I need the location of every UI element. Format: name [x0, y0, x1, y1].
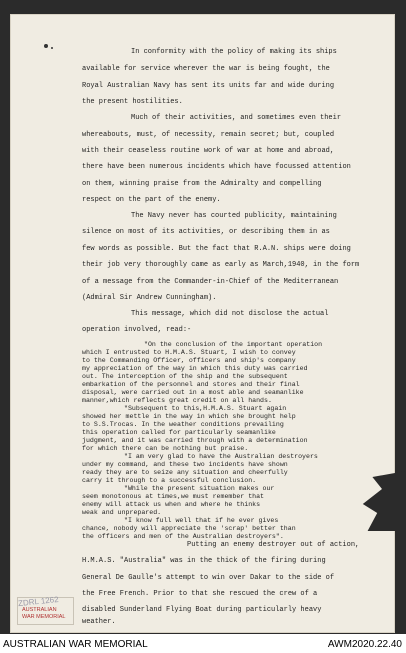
quote-line: manner,which reflects great credit on all hands. [82, 397, 272, 404]
text-line: weather. [82, 618, 116, 626]
quote-line: "While the present situation makes our [124, 485, 275, 492]
quote-line: to S.S.Trocas. In the weather conditions prevailing [82, 421, 284, 428]
stamp-text: AUSTRALIAN [22, 607, 57, 613]
text-line: of a message from the Commander-in-Chief of the Mediterranean [82, 278, 339, 286]
quote-line: the officers and men of the Australian destroyers". [82, 533, 284, 540]
quote-line: carry it through to a successful conclusion. [82, 477, 257, 484]
text-line: General De Gaulle's attempt to win over Dakar to the side of [82, 574, 335, 582]
text-line: Much of their activities, and sometimes even their [131, 114, 342, 122]
text-line: silence on most of its activities, or describing them in as [82, 228, 330, 236]
quote-line: under my command, and these two incidents have shown [82, 461, 288, 468]
quote-line: enemy will attack us when and where he thinks [82, 501, 261, 508]
text-line: In conformity with the policy of making its ships [131, 48, 337, 56]
stamp-text: WAR MEMORIAL [22, 614, 66, 620]
quote-line: judgment, and it was carried through with a determination [82, 437, 308, 444]
quote-line: embarkation of the personnel and stores and their final [82, 381, 300, 388]
text-line: operation involved, read:- [82, 326, 192, 334]
quote-line: weak and unprepared. [82, 509, 162, 516]
quote-line: "I know full well that if he ever gives [124, 517, 279, 524]
text-line: the Free French. Prior to that she rescued the crew of a [82, 590, 318, 598]
quote-line: "Subsequent to this,H.M.A.S. Stuart again [124, 405, 287, 412]
quote-line: chance, nobody will appreciate the 'scrap' better than [82, 525, 296, 532]
quote-line: showed her mettle in the way in which she brought help [82, 413, 296, 420]
punch-hole [51, 47, 53, 49]
text-line: Royal Australian Navy has sent its units far and wide during [82, 82, 335, 90]
text-line: The Navy never has courted publicity, maintaining [131, 212, 337, 220]
quote-line: "I am very glad to have the Australian destroyers [124, 453, 318, 460]
text-line: Putting an enemy destroyer out of action, [187, 541, 360, 549]
quote-line: this operation called for particularly seamanlike [82, 429, 276, 436]
quote-line: "On the conclusion of the important operation [144, 341, 323, 348]
quote-line: which I entrusted to H.M.A.S. Stuart, I wish to convey [82, 349, 296, 356]
text-line: the present hostilities. [82, 98, 183, 106]
text-line: with their ceaseless routine work of war at home and abroad, [82, 147, 335, 155]
text-line: This message, which did not disclose the actual [131, 310, 329, 318]
quote-line: to the Commanding Officer, officers and ship's company [82, 357, 296, 364]
text-line: their job very thoroughly came as early as March,1940, in the form [82, 261, 360, 269]
quote-line: my appreciation of the way in which this duty was carried [82, 365, 308, 372]
stamp-reference: ZDRL 1262 [17, 594, 59, 609]
text-line: on them, winning praise from the Admiralty and compelling [82, 180, 322, 188]
text-line: few words as possible. But the fact that R.A.N. ships were doing [82, 245, 351, 253]
quote-line: disposal, were carried out in a most able and seamanlike [82, 389, 304, 396]
text-line: there have been numerous incidents which have focussed attention [82, 163, 351, 171]
text-line: H.M.A.S. "Australia" was in the thick of the firing during [82, 557, 326, 565]
footer-collection: AUSTRALIAN WAR MEMORIAL [3, 639, 148, 650]
text-line: whereabouts, must, of necessity, remain secret; but, coupled [82, 131, 335, 139]
quote-line: seem monotonous at times,we must remember that [82, 493, 265, 500]
text-line: (Admiral Sir Andrew Cunningham). [82, 294, 217, 302]
quote-line: out. The interception of the ship and the subsequent [82, 373, 288, 380]
punch-hole [44, 44, 48, 48]
text-line: disabled Sunderland Flying Boat during particularly heavy [82, 606, 322, 614]
footer-accession-number: AWM2020.22.40 [327, 639, 402, 650]
text-line: respect on the part of the enemy. [82, 196, 221, 204]
quote-line: for which there can be nothing but praise. [82, 445, 249, 452]
text-line: available for service wherever the war is being fought, the [82, 65, 330, 73]
quote-line: ready they are to seize any situation and cheerfully [82, 469, 288, 476]
